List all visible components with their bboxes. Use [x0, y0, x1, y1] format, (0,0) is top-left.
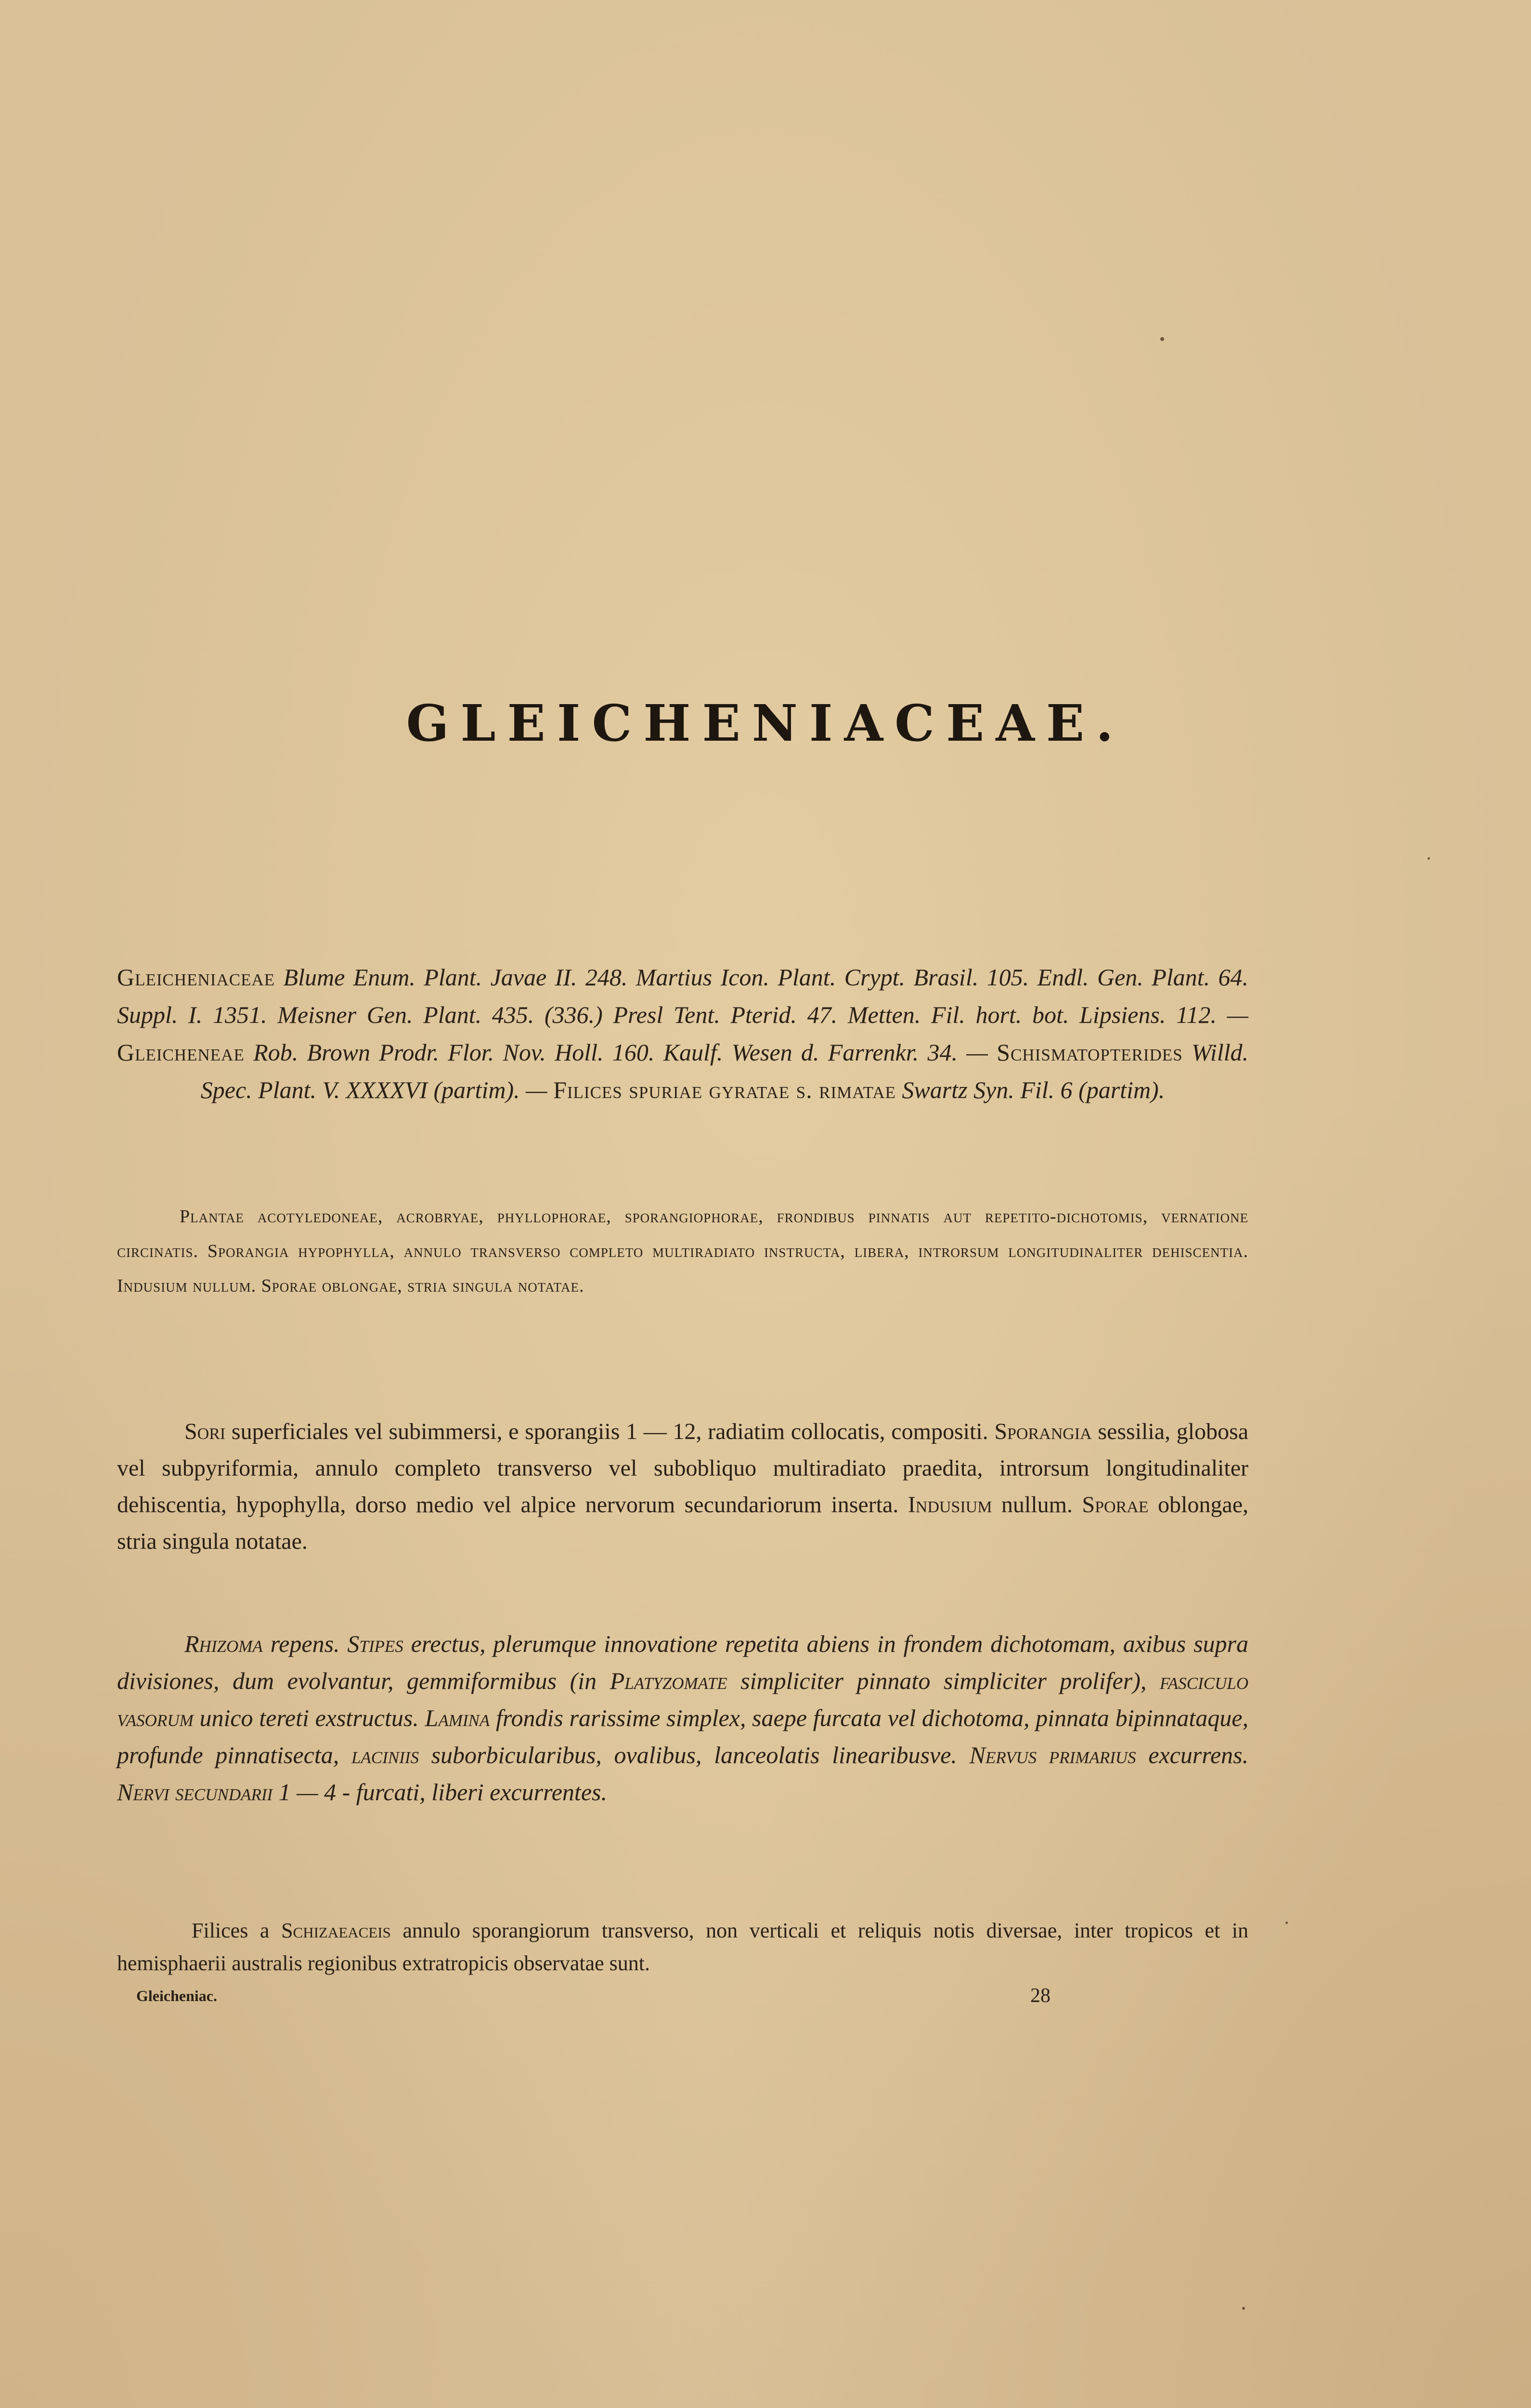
synonym-citation: Blume Enum. Plant. Javae II. 248. Martius Icon. Plant. Crypt. Brasil. 105. Endl. Gen. Plant. 64. Suppl. I. 1351. Meisner Gen. Plant. 435. (336.) Presl Tent. Pterid. 47. Metten. Fil. hort. bot. Lipsiens. 112. — — [117, 964, 1248, 1028]
synonym-name: Filices spuriae gyratae s. rimatae — [553, 1076, 896, 1103]
term: Platyzomate — [610, 1667, 727, 1694]
term: Sporae — [1082, 1492, 1149, 1518]
family-diagnosis-paragraph: Plantae acotyledoneae, acrobryae, phyllophorae, sporangiophorae, frondibus pinnatis aut repetito-dichotomis, vernatione circinatis. Sporangia hypophylla, annulo transverso completo multiradiato instructa, libera, introrsum longitudinaliter dehiscentia. Indusium nullum. Sporae oblongae, stria singula notatae. — [117, 1206, 1248, 1296]
term: Indusium — [908, 1492, 992, 1518]
description-text: erectus, plerumque innovatione repetita abiens in frondem dichotomam, axibus supra divisiones, dum evolvantur, gemmiformibus (in — [117, 1630, 1248, 1694]
sori-description-paragraph — [117, 1413, 1248, 1560]
synonym-citation: Willd. Spec. Plant. V. XXXXVI (partim). — — [200, 1039, 1248, 1103]
term: Sori — [184, 1419, 226, 1444]
description-text: frondis rarissime simplex, saepe furcata vel dichotoma, pinnata bipinnataque, profunde pinnatisecta, — [117, 1704, 1248, 1768]
synonym-citation: Swartz Syn. Fil. 6 (partim). — [895, 1076, 1165, 1103]
description-text: unico tereti exstructus. — [193, 1704, 425, 1731]
description-text: simpliciter pinnato simpliciter prolifer), — [727, 1667, 1160, 1694]
term: laciniis — [351, 1741, 419, 1768]
term: Rhizoma — [184, 1630, 263, 1657]
paper-speck — [1242, 2307, 1245, 2310]
description-text: nullum. — [992, 1492, 1082, 1518]
description-text: oblongae, stria singula notatae. — [117, 1492, 1248, 1554]
description-text: suborbicularibus, ovalibus, lanceolatis linearibusve. — [418, 1741, 970, 1768]
paper-speck — [1285, 1922, 1288, 1924]
paper-speck — [1427, 857, 1430, 860]
distribution-paragraph — [117, 1914, 1248, 1980]
term: Sporangia — [994, 1419, 1092, 1444]
term: Lamina — [425, 1704, 490, 1731]
description-text: sessilia, globosa vel subpyriformia, annulo completo transverso vel subobliquo multiradiato praedita, introrsum longitudinaliter dehiscentia, hypophylla, dorso medio vel alpice nervorum secundariorum inserta. — [117, 1419, 1249, 1518]
description-text: annulo sporangiorum transverso, non verticali et reliquis notis diversae, inter tropicos et in hemisphaerii australis regionibus extratropicis observatae sunt. — [117, 1919, 1249, 1975]
synonymy-paragraph — [117, 958, 1248, 1109]
signature-number: 28 — [1030, 1985, 1051, 2007]
rhizoma-description-paragraph — [117, 1625, 1248, 1811]
description-text: 1 — 4 - furcati, liberi excurrentes. — [272, 1779, 607, 1806]
description-text: Filices a — [192, 1919, 282, 1942]
synonym-citation: Rob. Brown Prodr. Flor. Nov. Holl. 160. Kaulf. Wesen d. Farrenkr. 34. — — [244, 1039, 997, 1066]
term: Stipes — [347, 1630, 403, 1657]
description-text: excurrens. — [1136, 1741, 1248, 1768]
term: Nervi secundarii — [117, 1779, 273, 1806]
term: Nervus primarius — [969, 1741, 1136, 1768]
synonym-name: Gleicheniaceae — [117, 964, 275, 991]
description-text: repens. — [262, 1630, 348, 1657]
signature-mark: Gleicheniac. — [136, 1987, 217, 2004]
synonym-name: Gleicheneae — [117, 1039, 245, 1066]
term: fasciculo vasorum — [117, 1667, 1248, 1731]
page-title: GLEICHENIACEAE. — [406, 694, 1125, 753]
synonym-name: Schismatopterides — [997, 1039, 1183, 1066]
paper-speck — [1160, 337, 1164, 341]
description-text: superficiales vel subimmersi, e sporangiis 1 — 12, radiatim collocatis, compositi. — [225, 1419, 995, 1444]
term: Schizaeaceis — [281, 1919, 391, 1942]
